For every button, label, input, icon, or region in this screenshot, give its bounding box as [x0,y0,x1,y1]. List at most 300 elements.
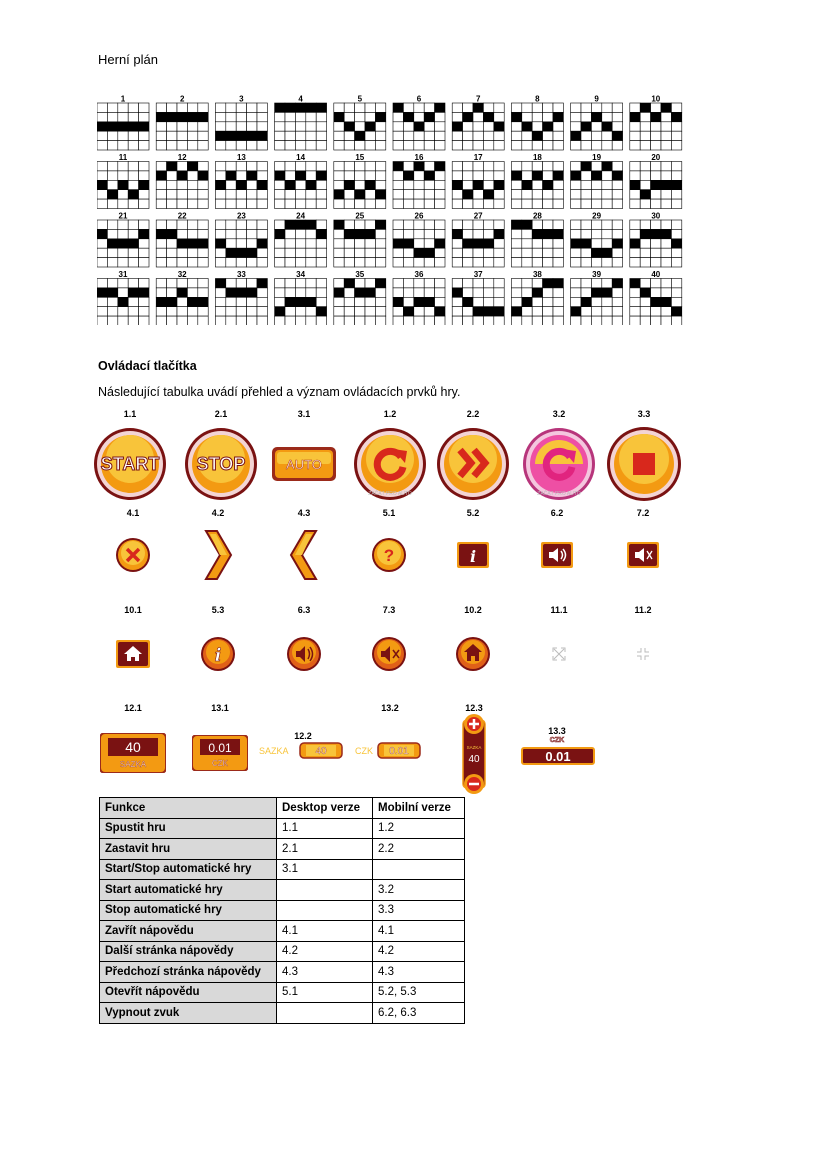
payline-cell [226,103,236,112]
coin-bar-value: 0.01 [389,746,409,757]
payline-cell [156,141,166,150]
payline-cell [118,316,128,325]
payline-cell [306,248,316,257]
payline-cell [215,288,225,297]
table-header-cell: Funkce [100,798,277,819]
payline-cell [435,199,445,208]
payline-cell [393,307,403,316]
payline-cell [306,229,316,238]
button-5-2 [433,508,513,608]
payline-cell [275,239,285,248]
payline-cell [198,131,208,140]
payline-diagram [393,212,445,268]
payline-cell [247,103,257,112]
payline-cell [393,229,403,238]
payline-cell [275,199,285,208]
payline-cell [139,279,149,288]
payline-cell-filled [156,297,166,306]
payline-cell [630,220,640,229]
payline-cell-filled [661,229,671,238]
payline-cell [365,297,375,306]
payline-cell-filled [581,297,591,306]
payline-cell [483,297,493,306]
payline-cell [463,141,473,150]
payline-cell [107,131,117,140]
function-cell: Zastavit hru [100,839,277,860]
payline-cell [571,141,581,150]
payline-diagram [571,212,623,268]
payline-cell-filled [494,180,504,189]
payline-cell-filled [651,180,661,189]
payline-cell [640,141,650,150]
payline-cell [612,141,622,150]
payline-cell-filled [591,288,601,297]
payline-cell [285,171,295,180]
payline-cell [156,103,166,112]
payline-cell [139,131,149,140]
payline-cell [344,141,354,150]
payline-cell [473,112,483,121]
payline-cell [334,307,344,316]
payline-cell [522,316,532,325]
payline-cell [236,229,246,238]
controls-section-description: Následující tabulka uvádí přehled a význam ovládacích prvků hry. [98,385,461,399]
payline-cell [177,141,187,150]
payline-cell [226,316,236,325]
payline-cell-filled [128,122,138,131]
payline-cell [403,141,413,150]
payline-cell [107,180,117,189]
payline-cell [651,103,661,112]
table-row [100,900,465,921]
payline-cell-filled [612,131,622,140]
payline-cell-filled [463,112,473,121]
payline-cell-filled [511,171,521,180]
payline-cell [612,180,622,189]
payline-cell [247,199,257,208]
payline-cell-filled [452,180,462,189]
payline-cell [473,199,483,208]
payline-cell [236,162,246,171]
payline-cell [295,162,305,171]
payline-cell-filled [306,220,316,229]
button-label: 13.2 [381,703,399,713]
payline-cell-filled [226,288,236,297]
payline-cell [463,171,473,180]
payline-cell [187,248,197,257]
payline-cell [316,112,326,121]
payline-cell [463,279,473,288]
payline-cell [571,316,581,325]
button-4-2 [178,508,258,608]
payline-cell-filled [97,229,107,238]
payline-diagram [97,95,149,150]
payline-cell-filled [473,239,483,248]
payline-cell [483,288,493,297]
payline-cell [344,112,354,121]
payline-cell [435,248,445,257]
payline-cell-filled [414,248,424,257]
payline-cell-filled [316,103,326,112]
payline-number: 1 [120,95,126,104]
payline-cell [215,112,225,121]
payline-number: 6 [416,95,422,104]
payline-cell [414,316,424,325]
payline-cell [483,279,493,288]
payline-cell [571,199,581,208]
payline-cell [640,220,650,229]
payline-cell [543,248,553,257]
payline-cell-filled [602,248,612,257]
payline-cell [532,258,542,267]
payline-cell [511,141,521,150]
payline-cell [473,297,483,306]
payline-cell [522,248,532,257]
payline-diagram [215,153,267,209]
payline-cell [522,112,532,121]
payline-cell [602,229,612,238]
sound-toggle-icon [603,520,683,590]
payline-cell [295,279,305,288]
payline-cell [591,297,601,306]
payline-cell-filled [403,239,413,248]
payline-cell-filled [295,103,305,112]
payline-cell [257,248,267,257]
payline-cell [661,122,671,131]
payline-cell [532,141,542,150]
payline-cell [295,239,305,248]
payline-cell [295,141,305,150]
payline-cell-filled [97,122,107,131]
function-cell: Předchozí stránka nápovědy [100,962,277,983]
payline-cell [671,297,681,306]
payline-cell [532,162,542,171]
payline-cell [187,122,197,131]
payline-cell [355,171,365,180]
payline-cell [661,258,671,267]
payline-cell [247,258,257,267]
payline-cell [295,248,305,257]
button-3-3 [604,409,684,509]
payline-cell [483,248,493,257]
button-label: 12.3 [465,703,483,713]
payline-cell [640,307,650,316]
payline-diagram [275,95,327,150]
payline-cell [118,307,128,316]
payline-cell [424,307,434,316]
payline-cell [375,199,385,208]
payline-diagram [215,270,267,325]
payline-cell [661,279,671,288]
payline-cell [473,190,483,199]
payline-cell [511,122,521,131]
payline-cell [167,307,177,316]
payline-cell-filled [334,220,344,229]
payline-cell [316,180,326,189]
payline-cell [591,122,601,131]
payline-cell-filled [463,297,473,306]
payline-cell [435,171,445,180]
payline-cell [247,162,257,171]
button-label: 13.1 [211,703,229,713]
payline-diagram [393,153,445,209]
payline-cell [403,122,413,131]
payline-cell [334,316,344,325]
payline-cell [275,112,285,121]
payline-cell [316,279,326,288]
payline-cell [651,171,661,180]
payline-cell [187,131,197,140]
payline-cell [651,288,661,297]
payline-number: 37 [473,270,483,279]
payline-cell-filled [355,131,365,140]
payline-diagram [275,270,327,325]
payline-cell [522,239,532,248]
payline-cell [275,122,285,131]
payline-cell-filled [414,162,424,171]
payline-cell [156,131,166,140]
payline-cell [414,258,424,267]
payline-cell-filled [581,162,591,171]
auto-button-icon [264,421,344,507]
payline-cell [581,220,591,229]
desktop-cell: 2.1 [277,839,373,860]
payline-cell [247,190,257,199]
payline-cell [602,297,612,306]
payline-cell-filled [247,171,257,180]
payline-cell [365,279,375,288]
desktop-cell: 4.1 [277,921,373,942]
payline-cell [661,288,671,297]
payline-cell [571,288,581,297]
payline-cell [424,162,434,171]
payline-cell [275,180,285,189]
payline-cell [306,141,316,150]
payline-cell [403,220,413,229]
payline-cell [257,288,267,297]
coin-value: 0.01 [208,741,232,755]
payline-cell-filled [435,103,445,112]
payline-cell [553,220,563,229]
help-icon [349,520,429,590]
payline-cell [156,162,166,171]
payline-cell [522,229,532,238]
payline-cell [285,122,295,131]
payline-cell [435,288,445,297]
payline-cell [393,279,403,288]
payline-cell [226,112,236,121]
payline-cell [167,180,177,189]
button-caption: ZAČÁT PRO AUTO [368,491,412,497]
payline-cell-filled [640,288,650,297]
payline-cell [167,190,177,199]
payline-cell [306,239,316,248]
payline-cell [167,248,177,257]
payline-number: 40 [651,270,661,279]
payline-cell [393,190,403,199]
payline-cell [316,141,326,150]
payline-cell [316,131,326,140]
payline-cell [107,171,117,180]
payline-cell [156,199,166,208]
payline-cell-filled [553,229,563,238]
payline-cell [107,307,117,316]
button-label: 2.2 [466,409,480,419]
payline-cell [581,131,591,140]
payline-cell-filled [375,279,385,288]
bet-stepper [459,714,489,799]
payline-cell-filled [630,180,640,189]
payline-cell-filled [215,239,225,248]
button-11-2 [603,605,683,705]
button-label: 4.2 [211,508,225,518]
payline-cell [128,199,138,208]
payline-cell [316,248,326,257]
auto-text: AUTO [286,457,322,472]
payline-cell [543,171,553,180]
payline-cell [522,171,532,180]
payline-cell [435,229,445,238]
payline-cell [167,258,177,267]
payline-cell [532,103,542,112]
payline-cell-filled [97,180,107,189]
payline-cell-filled [640,190,650,199]
payline-diagram [452,153,504,209]
payline-cell-filled [334,190,344,199]
payline-cell [177,131,187,140]
table-row [100,982,465,1003]
payline-cell [334,180,344,189]
payline-cell-filled [483,190,493,199]
payline-cell-filled [177,171,187,180]
payline-diagram [452,212,504,268]
payline-cell [522,141,532,150]
payline-cell-filled [247,288,257,297]
payline-cell [640,112,650,121]
payline-cell [107,141,117,150]
payline-cell [97,171,107,180]
payline-cell [375,229,385,238]
payline-cell [107,279,117,288]
payline-cell [316,162,326,171]
payline-cell-filled [187,239,197,248]
payline-cell [435,297,445,306]
payline-cell [553,190,563,199]
payline-cell-filled [139,122,149,131]
payline-cell [118,171,128,180]
button-10-1 [93,605,173,705]
payline-cell [393,122,403,131]
payline-cell [581,258,591,267]
payline-number: 28 [532,211,542,221]
table-header-cell: Desktop verze [277,798,373,819]
payline-cell [640,122,650,131]
payline-cell [306,122,316,131]
payline-cell-filled [393,239,403,248]
button-4-3 [264,508,344,608]
payline-cell [167,288,177,297]
payline-cell-filled [316,307,326,316]
function-cell: Další stránka nápovědy [100,941,277,962]
payline-cell [365,258,375,267]
payline-cell-filled [355,190,365,199]
payline-cell [494,288,504,297]
payline-cell [630,307,640,316]
payline-cell-filled [334,112,344,121]
coin-value-display [180,731,260,775]
stepper-value: 40 [468,754,480,765]
home-icon [93,617,173,691]
payline-cell-filled [522,122,532,131]
payline-cell [494,162,504,171]
button-7-2 [603,508,683,608]
payline-cell [215,229,225,238]
payline-cell [473,229,483,238]
payline-cell [452,316,462,325]
payline-cell [543,258,553,267]
payline-cell-filled [553,171,563,180]
payline-cell [365,239,375,248]
payline-cell [494,239,504,248]
payline-cell [473,122,483,131]
bet-unit: SAZKA [119,760,147,769]
paylines-grid [97,95,687,325]
payline-cell-filled [435,162,445,171]
payline-cell-filled [671,239,681,248]
payline-cell [581,279,591,288]
payline-cell-filled [543,122,553,131]
payline-cell [285,248,295,257]
payline-cell [226,307,236,316]
coin-unit: CZK [212,759,228,768]
payline-cell [306,162,316,171]
payline-cell-filled [463,239,473,248]
payline-cell [591,307,601,316]
payline-cell [463,180,473,189]
payline-cell [612,199,622,208]
payline-cell [571,229,581,238]
payline-cell [602,190,612,199]
payline-cell [671,103,681,112]
payline-cell [581,180,591,189]
payline-cell [97,112,107,121]
payline-cell [344,220,354,229]
payline-cell [511,190,521,199]
payline-cell [306,316,316,325]
payline-diagram [334,270,386,325]
payline-diagram [275,153,327,209]
payline-cell [435,141,445,150]
payline-cell [247,229,257,238]
payline-cell [257,220,267,229]
payline-cell-filled [118,122,128,131]
payline-cell [630,103,640,112]
payline-cell [306,112,316,121]
payline-cell [571,220,581,229]
payline-cell [156,180,166,189]
payline-cell [511,199,521,208]
payline-cell-filled [355,229,365,238]
payline-cell-filled [236,180,246,189]
payline-cell [553,307,563,316]
payline-cell [414,220,424,229]
payline-cell [571,112,581,121]
payline-cell-filled [97,288,107,297]
payline-cell-filled [198,239,208,248]
payline-cell [128,279,138,288]
payline-cell [177,258,187,267]
payline-cell-filled [118,297,128,306]
